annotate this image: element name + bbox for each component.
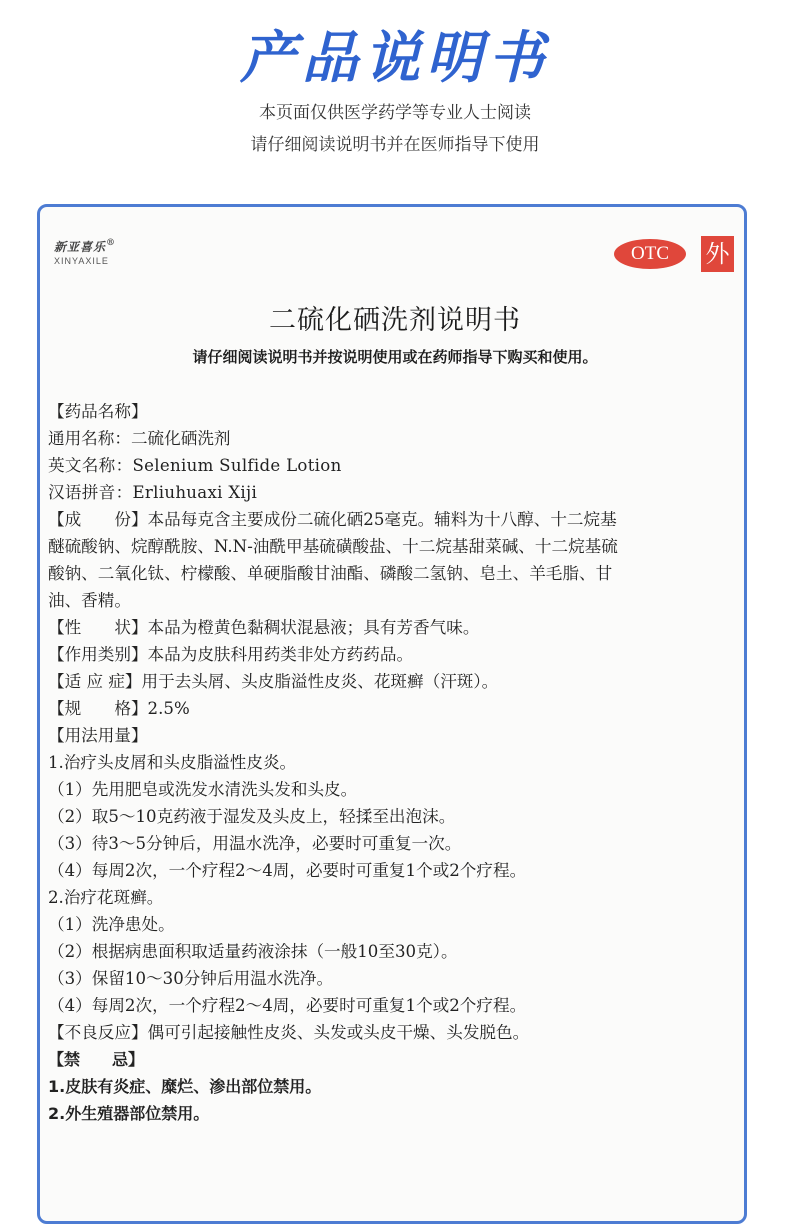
section-heading-contraindications: 【禁 忌】 xyxy=(48,1050,145,1069)
usage-step: （2）取5～10克药液于湿发及头皮上，轻揉至出泡沫。 xyxy=(48,807,456,826)
category: 【作用类别】本品为皮肤科用药类非处方药药品。 xyxy=(48,645,414,664)
adverse-reactions: 【不良反应】偶可引起接触性皮炎、头发或头皮干燥、头发脱色。 xyxy=(48,1023,530,1042)
usage-step: （3）待3～5分钟后，用温水洗净，必要时可重复一次。 xyxy=(48,834,462,853)
page-header xyxy=(0,0,790,200)
external-use-badge: 外 xyxy=(701,236,734,272)
usage-step: （3）保留10～30分钟后用温水洗净。 xyxy=(48,969,334,988)
usage-step: （4）每周2次，一个疗程2～4周，必要时可重复1个或2个疗程。 xyxy=(48,996,527,1015)
registered-mark: ® xyxy=(106,238,117,248)
instruction-notice: 请仔细阅读说明书并在医师指导下使用 xyxy=(250,135,540,155)
specification: 【规 格】2.5% xyxy=(48,699,190,718)
contraindication-item: 2.外生殖器部位禁用。 xyxy=(48,1104,210,1123)
leaflet-title: 二硫化硒洗剂说明书 xyxy=(269,305,521,336)
ingredients-line: 【成 份】本品每克含主要成份二硫化硒25毫克。辅料为十八醇、十二烷基 xyxy=(48,510,617,529)
indications: 【适 应 症】用于去头屑、头皮脂溢性皮炎、花斑癣（汗斑）。 xyxy=(48,672,499,691)
usage-step: （2）根据病患面积取适量药液涂抹（一般10至30克）。 xyxy=(48,942,458,961)
usage-step: （1）先用肥皂或洗发水清洗头发和头皮。 xyxy=(48,780,358,799)
contraindication-item: 1.皮肤有炎症、糜烂、渗出部位禁用。 xyxy=(48,1077,322,1096)
english-name: 英文名称：Selenium Sulfide Lotion xyxy=(48,456,342,475)
otc-badge: OTC xyxy=(614,239,686,269)
professional-notice: 本页面仅供医学药学等专业人士阅读 xyxy=(259,103,531,123)
properties: 【性 状】本品为橙黄色黏稠状混悬液；具有芳香气味。 xyxy=(48,618,480,637)
brand-name-en: XINYAXILE xyxy=(54,256,109,266)
section-heading-drug-name: 【药品名称】 xyxy=(48,402,148,421)
ingredients-line: 醚硫酸钠、烷醇酰胺、N.N-油酰甲基硫磺酸盐、十二烷基甜菜碱、十二烷基硫 xyxy=(48,537,618,556)
ingredients-line: 油、香精。 xyxy=(48,591,131,610)
leaflet-subtitle: 请仔细阅读说明书并按说明使用或在药师指导下购买和使用。 xyxy=(192,348,598,366)
usage-step: （4）每周2次，一个疗程2～4周，必要时可重复1个或2个疗程。 xyxy=(48,861,527,880)
page-title: 产品说明书 xyxy=(240,26,550,91)
pinyin-name: 汉语拼音：Erliuhuaxi Xiji xyxy=(48,483,258,502)
brand-name-cn: 新亚喜乐 xyxy=(54,240,107,254)
ingredients-line: 酸钠、二氧化钛、柠檬酸、单硬脂酸甘油酯、磷酸二氢钠、皂土、羊毛脂、甘 xyxy=(48,564,613,583)
leaflet-body xyxy=(48,398,738,1127)
brand-logo xyxy=(54,238,154,268)
usage-step: （1）洗净患处。 xyxy=(48,915,175,934)
section-heading-usage: 【用法用量】 xyxy=(48,726,148,745)
generic-name: 通用名称：二硫化硒洗剂 xyxy=(48,429,231,448)
usage-item: 1.治疗头皮屑和头皮脂溢性皮炎。 xyxy=(48,753,297,772)
usage-item: 2.治疗花斑癣。 xyxy=(48,888,164,907)
